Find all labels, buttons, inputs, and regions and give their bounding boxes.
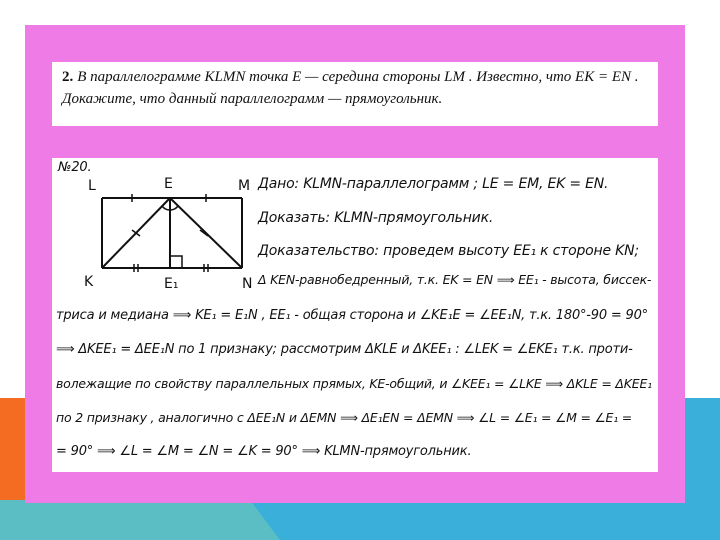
proof-line: по 2 признаку , аналогично с ΔEE₁N и ΔEMN ⟹ ΔE₁EN = ΔEMN ⟹ ∠L = ∠E₁ = ∠M = ∠E₁ = (56, 410, 633, 425)
proof-line: ⟹ ΔKEE₁ = ΔEE₁N по 1 признаку; рассмотрим ΔKLE и ΔKEE₁ : ∠LEK = ∠EKE₁ т.к. прoти- (56, 342, 633, 357)
proof-heading: Доказательство: проведем высоту EE₁ к стороне KN; (258, 243, 639, 259)
problem-number: 2. (62, 69, 74, 85)
segment-EN (170, 198, 242, 268)
label-N: N (242, 276, 252, 292)
proof-line: триса и медиана ⟹ KE₁ = E₁N , EE₁ - общая сторона и ∠KE₁E = ∠EE₁N, т.к. 180°-90 = 90° (56, 308, 648, 323)
prove-statement: Доказать: KLMN-прямоугольник. (258, 210, 494, 226)
task-number: №20. (58, 160, 92, 175)
proof-line: волежащие по свойству параллельных прямых, KE-общий, и ∠KEE₁ = ∠LKE ⟹ ΔKLE = ΔKEE₁ (56, 376, 652, 391)
label-M: M (238, 178, 251, 194)
given-statement: Дано: KLMN-параллелограмм ; LE = EM, EK = EN. (258, 176, 609, 192)
proof-line: = 90° ⟹ ∠L = ∠M = ∠N = ∠K = 90° ⟹ KLMN-прямоугольник. (56, 444, 472, 459)
parallelogram-figure (82, 168, 252, 298)
problem-text: В параллелограмме KLMN точка E — середина стороны LM . Известно, что EK = EN . Докажите, что данный параллелограмм — прямоугольник. (62, 69, 639, 107)
label-E: E (164, 176, 173, 192)
problem-statement (52, 62, 658, 126)
proof-line: Δ KEN-равнобедренный, т.к. EK = EN ⟹ EE₁ - высота, биссек- (258, 272, 652, 287)
label-E1: E₁ (164, 276, 179, 292)
label-L: L (88, 178, 96, 194)
right-angle-mark (170, 256, 182, 268)
handwritten-solution (52, 158, 658, 472)
decor-teal-shape (0, 500, 280, 540)
label-K: K (84, 274, 94, 290)
